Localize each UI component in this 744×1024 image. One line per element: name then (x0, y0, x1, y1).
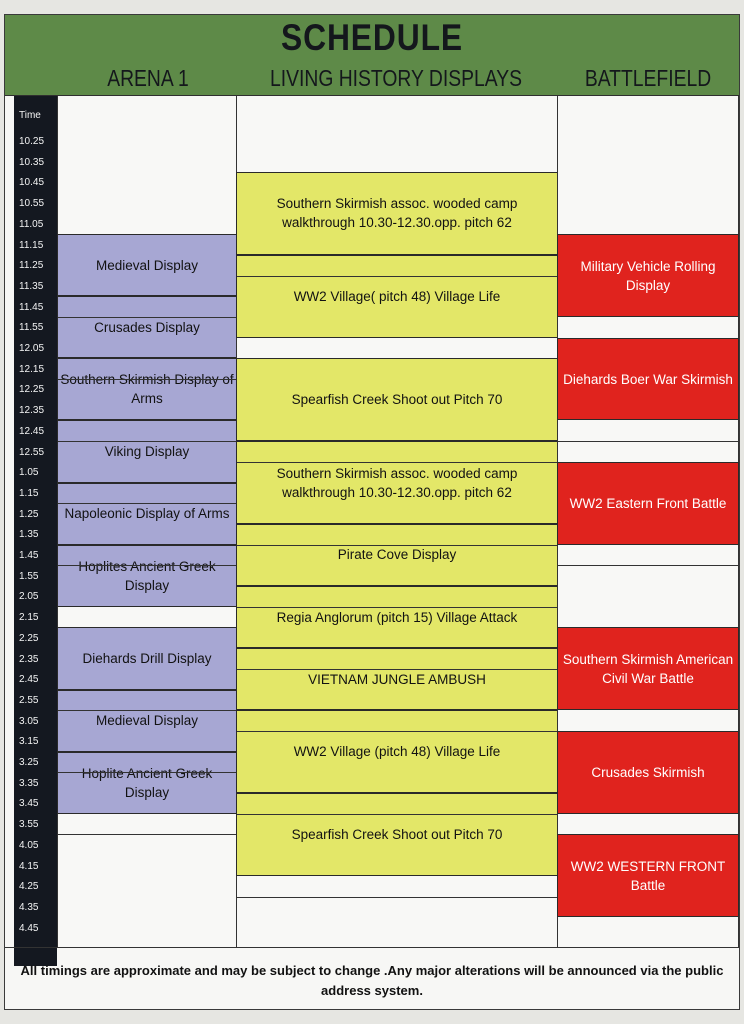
arena-row-divider (58, 503, 236, 504)
arena-column (57, 96, 237, 947)
time-label: 4.15 (19, 860, 39, 872)
footer-note: All timings are approximate and may be subject to change .Any major alterations will be announced via the public address system. (5, 947, 739, 1009)
column-header-arena: ARENA 1 (107, 65, 189, 91)
battlefield-row-divider (558, 565, 738, 566)
time-header: Time (19, 110, 41, 121)
living-history-event-label: Southern Skirmish assoc. wooded camp walkthrough 10.30-12.30.opp. pitch 62 (276, 196, 518, 231)
arena-event (57, 420, 237, 482)
battlefield-event-label: Diehards Boer War Skirmish (563, 371, 733, 387)
living-history-row-divider (237, 897, 557, 898)
time-label: 2.55 (19, 694, 39, 706)
living-history-row-divider (237, 814, 557, 815)
battlefield-column (557, 96, 739, 947)
living-history-event (236, 648, 558, 710)
arena-row-divider (58, 772, 236, 773)
time-label: 10.55 (19, 198, 45, 210)
time-label: 11.25 (19, 260, 44, 272)
arena-event (57, 627, 237, 689)
living-history-event-label: VIETNAM JUNGLE AMBUSH (308, 671, 486, 687)
time-label: 4.45 (19, 922, 39, 934)
living-history-row-divider (237, 545, 557, 546)
arena-event-label: Medieval Display (95, 257, 199, 273)
arena-event (57, 296, 237, 358)
time-label: 11.05 (19, 218, 44, 230)
schedule-header (5, 15, 739, 96)
time-label: 3.25 (19, 757, 39, 768)
living-history-row-divider (237, 276, 557, 277)
living-history-event-label: WW2 Village( pitch 48) Village Life (293, 288, 501, 304)
time-label: 10.25 (19, 136, 45, 147)
arena-event (57, 358, 237, 420)
living-history-event (236, 586, 558, 648)
living-history-event-label: WW2 Village (pitch 48) Village Life (293, 744, 501, 760)
time-label: 4.25 (19, 881, 39, 893)
arena-row-divider (58, 317, 236, 318)
battlefield-event-label: WW2 Eastern Front Battle (569, 495, 727, 511)
living-history-event-label: Spearfish Creek Shoot out Pitch 70 (291, 392, 503, 408)
time-label: 2.05 (19, 591, 39, 603)
battlefield-event (557, 627, 739, 710)
column-header-battlefield: BATTLEFIELD (584, 65, 712, 91)
arena-event-label: Medieval Display (95, 713, 199, 729)
arena-event (57, 545, 237, 607)
living-history-event (236, 710, 558, 793)
page-title: SCHEDULE (281, 17, 463, 58)
column-header-living-history: LIVING HISTORY DISPLAYS (270, 65, 522, 91)
battlefield-row-divider (558, 441, 738, 442)
battlefield-event (557, 731, 739, 814)
time-label: 3.55 (19, 819, 39, 831)
time-label: 12.55 (19, 446, 45, 458)
battlefield-event-label: Crusades Skirmish (591, 764, 705, 780)
time-label: 2.15 (19, 612, 39, 624)
living-history-event (236, 358, 558, 441)
time-column (14, 96, 57, 966)
arena-row-divider (58, 710, 236, 711)
battlefield-event (557, 338, 739, 421)
time-label: 3.15 (19, 736, 39, 748)
living-history-row-divider (237, 669, 557, 670)
time-label: 11.15 (19, 239, 44, 251)
time-label: 12.25 (19, 384, 45, 396)
battlefield-event (557, 234, 739, 317)
time-label: 12.15 (19, 363, 45, 375)
time-label: 11.35 (19, 280, 44, 292)
time-label: 3.35 (19, 777, 39, 789)
arena-row-divider (58, 441, 236, 442)
battlefield-event-label: WW2 WESTERN FRONT Battle (570, 858, 726, 893)
time-label: 3.05 (19, 715, 39, 727)
arena-event-label: Crusades Display (94, 319, 200, 335)
living-history-event-label: Southern Skirmish assoc. wooded camp walkthrough 10.30-12.30.opp. pitch 62 (276, 465, 518, 500)
living-history-row-divider (237, 731, 557, 732)
time-label: 1.35 (19, 529, 39, 541)
battlefield-event (557, 834, 739, 917)
arena-event-label: Diehards Drill Display (82, 650, 212, 666)
time-label: 2.35 (19, 653, 39, 665)
time-label: 1.05 (19, 467, 39, 479)
arena-event-label: Viking Display (104, 443, 190, 459)
time-label: 12.45 (19, 425, 45, 437)
time-label: 4.35 (19, 901, 39, 913)
living-history-event (236, 172, 558, 255)
time-label: 4.05 (19, 839, 39, 851)
living-history-event-label: Spearfish Creek Shoot out Pitch 70 (291, 826, 503, 842)
time-label: 1.25 (19, 508, 39, 520)
living-history-event-label: Regia Anglorum (pitch 15) Village Attack (276, 609, 518, 625)
time-label: 1.45 (19, 550, 39, 561)
time-label: 11.45 (19, 301, 44, 313)
time-label: 1.55 (19, 570, 39, 582)
arena-event-label: Hoplite Ancient Greek Display (81, 765, 213, 800)
living-history-row-divider (237, 607, 557, 608)
time-label: 2.25 (19, 632, 39, 644)
living-history-row-divider (237, 462, 557, 463)
time-label: 11.55 (19, 322, 44, 334)
living-history-event (236, 524, 558, 586)
arena-event-label: Napoleonic Display of Arms (64, 506, 230, 522)
time-label: 3.45 (19, 798, 39, 810)
schedule-sheet (4, 14, 740, 1010)
arena-row-divider (58, 379, 236, 380)
living-history-event (236, 255, 558, 338)
living-history-event-label: Pirate Cove Display (337, 547, 457, 563)
battlefield-event-label: Military Vehicle Rolling Display (580, 258, 716, 293)
battlefield-event-label: Southern Skirmish American Civil War Battle (562, 651, 734, 686)
arena-event-label: Southern Skirmish Display of Arms (60, 372, 234, 407)
arena-event (57, 690, 237, 752)
living-history-column (236, 96, 558, 947)
arena-event-label: Hoplites Ancient Greek Display (78, 558, 216, 593)
time-label: 1.15 (19, 487, 39, 499)
arena-event (57, 483, 237, 545)
time-label: 12.05 (19, 343, 45, 354)
arena-row-divider (58, 834, 236, 835)
time-label: 10.45 (19, 177, 45, 189)
time-label: 2.45 (19, 674, 39, 686)
arena-row-divider (58, 565, 236, 566)
battlefield-event (557, 462, 739, 545)
arena-event (57, 234, 237, 296)
time-label: 10.35 (19, 156, 45, 168)
living-history-event (236, 793, 558, 876)
living-history-event (236, 441, 558, 524)
arena-event (57, 752, 237, 814)
time-label: 12.35 (19, 405, 45, 417)
